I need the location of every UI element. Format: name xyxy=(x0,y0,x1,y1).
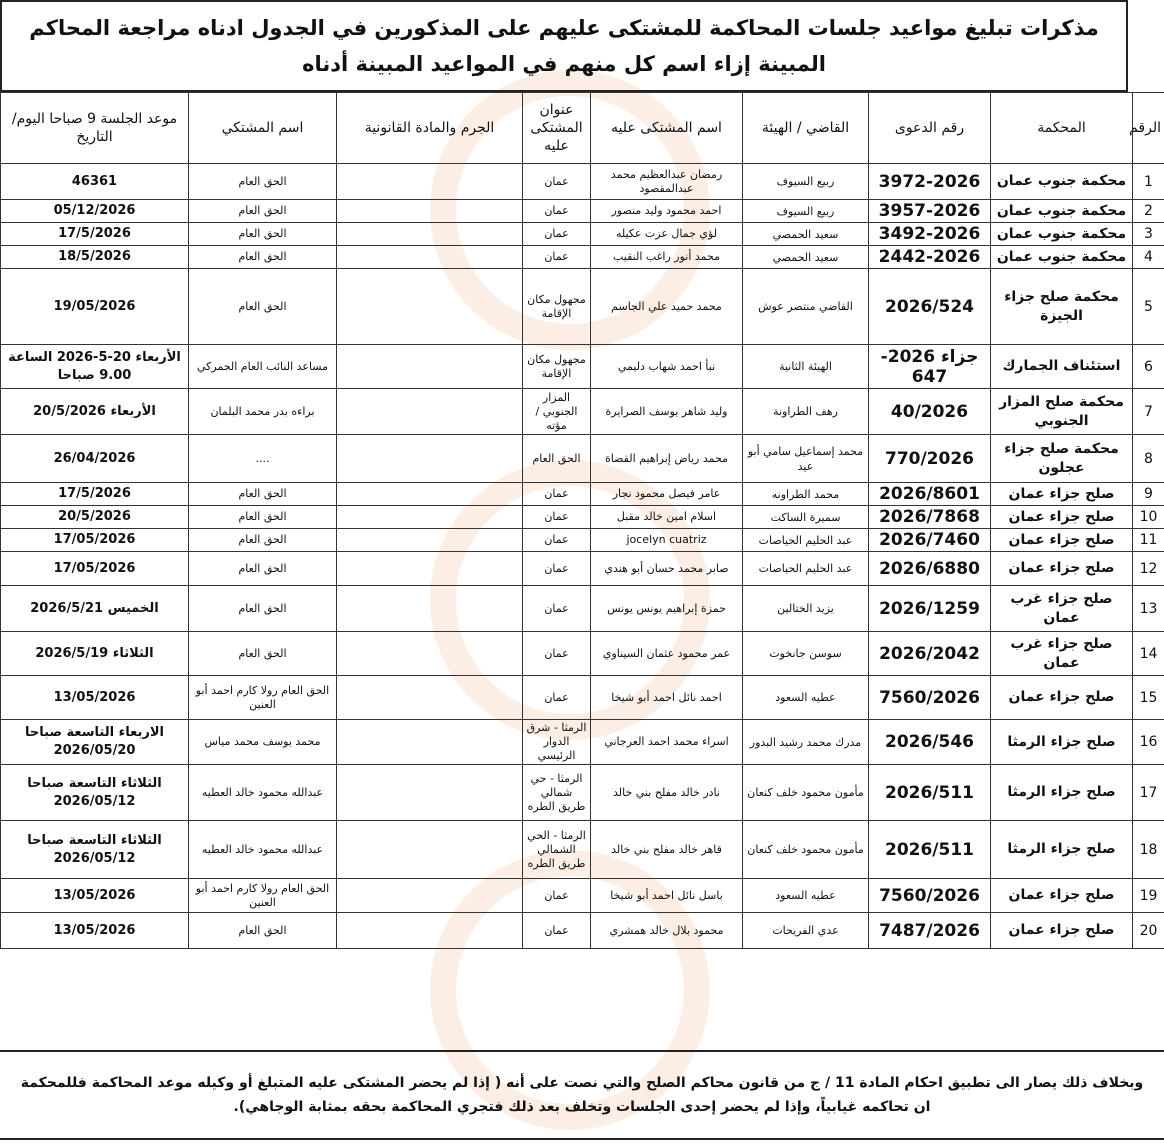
table-row xyxy=(1,676,1164,720)
defendant-name: حمزة إبراهيم يونس يونس xyxy=(591,586,743,632)
session-date: الثلاثاء 2026/5/19 xyxy=(1,632,189,676)
complainant-name: براءه بدر محمد البلمان xyxy=(189,389,337,435)
defendant-name: عمر محمود عثمان السيناوي xyxy=(591,632,743,676)
complainant-name: الحق العام xyxy=(189,586,337,632)
case-number: 2442-2026 xyxy=(869,246,991,269)
legal-footer-text: وبخلاف ذلك يصار الى تطبيق احكام المادة 11 / ج من قانون محاكم الصلح والتي نصت على أنه ( إذا لم يحضر المشتكى عليه المتبلغ أو وكيله موعد المحاكمة فللمحكمة ان تحاكمه غيابياً، وإذا لم يحضر إحدى الجلسات وتخلف بعد ذلك فتجري المحاكمة بحقه بمثابة الوجاهي). xyxy=(20,1075,1144,1115)
defendant-address: عمان xyxy=(523,632,591,676)
complainant-name: الحق العام رولا كارم احمد أبو العنين xyxy=(189,879,337,913)
case-number: 770/2026 xyxy=(869,435,991,483)
row-number: 12 xyxy=(1133,552,1164,586)
table-row xyxy=(1,269,1164,345)
court-name: محكمة صلح جزاء الجيزة xyxy=(991,269,1133,345)
defendant-name: عامر فيصل محمود نجار xyxy=(591,483,743,506)
session-date: الثلاثاء التاسعة صباحا 2026/05/12 xyxy=(1,765,189,821)
case-number: 2026/511 xyxy=(869,765,991,821)
row-number: 7 xyxy=(1133,389,1164,435)
defendant-name: محمد حميد علي الجاسم xyxy=(591,269,743,345)
header-number: الرقم xyxy=(1133,93,1164,164)
court-name: صلح جزاء غرب عمان xyxy=(991,632,1133,676)
session-date: 17/5/2026 xyxy=(1,483,189,506)
case-number: 2026/8601 xyxy=(869,483,991,506)
case-number: 2026/1259 xyxy=(869,586,991,632)
crime-cell xyxy=(337,483,523,506)
crime-cell xyxy=(337,529,523,552)
defendant-address: عمان xyxy=(523,223,591,246)
session-date: 17/5/2026 xyxy=(1,223,189,246)
legal-footer-box xyxy=(0,1050,1164,1140)
header-defendant: اسم المشتكى عليه xyxy=(591,93,743,164)
defendant-name: اسلام امين خالد مقبل xyxy=(591,506,743,529)
table-row xyxy=(1,720,1164,765)
judge-name: عبد الحليم الحياصات xyxy=(743,552,869,586)
crime-cell xyxy=(337,506,523,529)
complainant-name: الحق العام xyxy=(189,223,337,246)
session-date: 17/05/2026 xyxy=(1,529,189,552)
session-date: 19/05/2026 xyxy=(1,269,189,345)
session-date: 13/05/2026 xyxy=(1,676,189,720)
defendant-name: احمد نائل احمد أبو شيخا xyxy=(591,676,743,720)
notice-title: مذكرات تبليغ مواعيد جلسات المحاكمة للمشتكى عليهم على المذكورين في الجدول ادناه مراجعة المحاكم المبينة إزاء اسم كل منهم في المواعيد المبينة أدناه xyxy=(29,16,1099,76)
judge-name: رهف الطراونة xyxy=(743,389,869,435)
hearing-schedule-table xyxy=(0,92,1164,949)
table-row xyxy=(1,164,1164,200)
case-number: 2026/6880 xyxy=(869,552,991,586)
row-number: 16 xyxy=(1133,720,1164,765)
row-number: 13 xyxy=(1133,586,1164,632)
crime-cell xyxy=(337,345,523,389)
judge-name: القاضي منتصر عوش xyxy=(743,269,869,345)
case-number: 3957-2026 xyxy=(869,200,991,223)
row-number: 15 xyxy=(1133,676,1164,720)
table-row xyxy=(1,200,1164,223)
defendant-name: نادر خالد مفلح بني خالد xyxy=(591,765,743,821)
court-name: صلح جزاء عمان xyxy=(991,506,1133,529)
header-complainant: اسم المشتكي xyxy=(189,93,337,164)
session-date: 13/05/2026 xyxy=(1,879,189,913)
crime-cell xyxy=(337,879,523,913)
complainant-name: الحق العام xyxy=(189,913,337,949)
crime-cell xyxy=(337,435,523,483)
defendant-address: عمان xyxy=(523,676,591,720)
judge-name: عدي الفريحات xyxy=(743,913,869,949)
row-number: 6 xyxy=(1133,345,1164,389)
defendant-name: باسل نائل احمد أبو شيخا xyxy=(591,879,743,913)
defendant-address: مجهول مكان الإقامة xyxy=(523,269,591,345)
court-name: محكمة صلح جزاء عجلون xyxy=(991,435,1133,483)
header-judge: القاضي / الهيئة xyxy=(743,93,869,164)
defendant-address: عمان xyxy=(523,913,591,949)
defendant-name: لؤي جمال عزت عكيله xyxy=(591,223,743,246)
table-row xyxy=(1,246,1164,269)
table-row xyxy=(1,506,1164,529)
judge-name: عبد الحليم الحياصات xyxy=(743,529,869,552)
defendant-name: محمد أنور راغب النقيب xyxy=(591,246,743,269)
table-row xyxy=(1,821,1164,879)
crime-cell xyxy=(337,913,523,949)
table-row xyxy=(1,586,1164,632)
table-row xyxy=(1,345,1164,389)
judge-name: مأمون محمود خلف كنعان xyxy=(743,765,869,821)
judge-name: عطيه السعود xyxy=(743,879,869,913)
table-row xyxy=(1,435,1164,483)
complainant-name: الحق العام xyxy=(189,632,337,676)
complainant-name: الحق العام xyxy=(189,164,337,200)
defendant-address: عمان xyxy=(523,506,591,529)
court-name: صلح جزاء الرمثا xyxy=(991,720,1133,765)
row-number: 9 xyxy=(1133,483,1164,506)
defendant-name: قاهر خالد مفلح بني خالد xyxy=(591,821,743,879)
court-name: صلح جزاء عمان xyxy=(991,676,1133,720)
session-date: الخميس 2026/5/21 xyxy=(1,586,189,632)
complainant-name: مساعد النائب العام الجمركي xyxy=(189,345,337,389)
complainant-name: الحق العام رولا كارم احمد أبو العنين xyxy=(189,676,337,720)
court-name: صلح جزاء غرب عمان xyxy=(991,586,1133,632)
court-name: محكمة جنوب عمان xyxy=(991,223,1133,246)
header-court: المحكمة xyxy=(991,93,1133,164)
judge-name: محمد الطراونه xyxy=(743,483,869,506)
defendant-address: الرمثا - الحي الشمالي طريق الطره xyxy=(523,821,591,879)
row-number: 3 xyxy=(1133,223,1164,246)
complainant-name: الحق العام xyxy=(189,529,337,552)
crime-cell xyxy=(337,223,523,246)
header-case-number: رقم الدعوى xyxy=(869,93,991,164)
session-date: 13/05/2026 xyxy=(1,913,189,949)
crime-cell xyxy=(337,246,523,269)
defendant-address: الرمثا - شرق الدوار الرئيسي xyxy=(523,720,591,765)
court-name: محكمة جنوب عمان xyxy=(991,200,1133,223)
judge-name: يزيد الختالين xyxy=(743,586,869,632)
complainant-name: محمد يوسف محمد مياس xyxy=(189,720,337,765)
crime-cell xyxy=(337,632,523,676)
notice-title-box xyxy=(0,0,1128,92)
table-row xyxy=(1,552,1164,586)
row-number: 5 xyxy=(1133,269,1164,345)
court-name: محكمة جنوب عمان xyxy=(991,164,1133,200)
complainant-name: .... xyxy=(189,435,337,483)
header-crime: الجرم والمادة القانونية xyxy=(337,93,523,164)
judge-name: سوسن جانخوت xyxy=(743,632,869,676)
court-name: استئناف الجمارك xyxy=(991,345,1133,389)
complainant-name: الحق العام xyxy=(189,246,337,269)
judge-name: عطيه السعود xyxy=(743,676,869,720)
judge-name: محمد إسماعيل سامي أبو عيد xyxy=(743,435,869,483)
defendant-name: محمود بلال خالد همشري xyxy=(591,913,743,949)
row-number: 10 xyxy=(1133,506,1164,529)
judge-name: ربيع السيوف xyxy=(743,200,869,223)
judge-name: سعيد الحمصي xyxy=(743,246,869,269)
case-number: 40/2026 xyxy=(869,389,991,435)
session-date: الثلاثاء التاسعة صباحا 2026/05/12 xyxy=(1,821,189,879)
case-number: 2026/546 xyxy=(869,720,991,765)
complainant-name: عبدالله محمود خالد العطيه xyxy=(189,765,337,821)
defendant-address: الرمثا - حي شمالي طريق الطره xyxy=(523,765,591,821)
row-number: 4 xyxy=(1133,246,1164,269)
complainant-name: الحق العام xyxy=(189,552,337,586)
defendant-address: الحق العام xyxy=(523,435,591,483)
row-number: 20 xyxy=(1133,913,1164,949)
case-number: 2026/524 xyxy=(869,269,991,345)
session-date: 05/12/2026 xyxy=(1,200,189,223)
row-number: 17 xyxy=(1133,765,1164,821)
crime-cell xyxy=(337,821,523,879)
row-number: 19 xyxy=(1133,879,1164,913)
case-number: 7487/2026 xyxy=(869,913,991,949)
crime-cell xyxy=(337,586,523,632)
table-header-row xyxy=(1,93,1164,164)
row-number: 11 xyxy=(1133,529,1164,552)
complainant-name: عبدالله محمود خالد العطيه xyxy=(189,821,337,879)
crime-cell xyxy=(337,164,523,200)
session-date: الأربعاء 20-5-2026 الساعة 9.00 صباحا xyxy=(1,345,189,389)
table-row xyxy=(1,389,1164,435)
complainant-name: الحق العام xyxy=(189,200,337,223)
table-row xyxy=(1,913,1164,949)
header-address: عنوان المشتكى عليه xyxy=(523,93,591,164)
crime-cell xyxy=(337,765,523,821)
row-number: 18 xyxy=(1133,821,1164,879)
case-number: 3492-2026 xyxy=(869,223,991,246)
court-name: صلح جزاء الرمثا xyxy=(991,765,1133,821)
defendant-name: احمد محمود وليد منصور xyxy=(591,200,743,223)
case-number: 7560/2026 xyxy=(869,879,991,913)
defendant-address: عمان xyxy=(523,483,591,506)
defendant-address: مجهول مكان الإقامة xyxy=(523,345,591,389)
crime-cell xyxy=(337,389,523,435)
court-name: محكمة صلح المزار الجنوبي xyxy=(991,389,1133,435)
session-date: 26/04/2026 xyxy=(1,435,189,483)
court-name: محكمة جنوب عمان xyxy=(991,246,1133,269)
session-date: 17/05/2026 xyxy=(1,552,189,586)
row-number: 2 xyxy=(1133,200,1164,223)
court-name: صلح جزاء عمان xyxy=(991,483,1133,506)
defendant-address: عمان xyxy=(523,200,591,223)
row-number: 1 xyxy=(1133,164,1164,200)
defendant-address: عمان xyxy=(523,586,591,632)
crime-cell xyxy=(337,720,523,765)
defendant-name: وليد شاهر يوسف الصرايرة xyxy=(591,389,743,435)
crime-cell xyxy=(337,200,523,223)
court-name: صلح جزاء عمان xyxy=(991,552,1133,586)
judge-name: مأمون محمود خلف كنعان xyxy=(743,821,869,879)
session-date: 20/5/2026 xyxy=(1,506,189,529)
table-row xyxy=(1,529,1164,552)
table-row xyxy=(1,879,1164,913)
session-date: 46361 xyxy=(1,164,189,200)
defendant-address: عمان xyxy=(523,164,591,200)
defendant-name: اسراء محمد احمد العرجاني xyxy=(591,720,743,765)
crime-cell xyxy=(337,269,523,345)
case-number: 2026/7868 xyxy=(869,506,991,529)
court-name: صلح جزاء عمان xyxy=(991,529,1133,552)
table-row xyxy=(1,223,1164,246)
case-number: 7560/2026 xyxy=(869,676,991,720)
judge-name: الهيئة الثانية xyxy=(743,345,869,389)
defendant-address: عمان xyxy=(523,529,591,552)
defendant-address: عمان xyxy=(523,246,591,269)
defendant-address: عمان xyxy=(523,879,591,913)
header-session-date: موعد الجلسة 9 صباحا اليوم/التاريخ xyxy=(1,93,189,164)
case-number: 2026/511 xyxy=(869,821,991,879)
case-number: 2026/2042 xyxy=(869,632,991,676)
judge-name: سعيد الحمصي xyxy=(743,223,869,246)
case-number: 2026/7460 xyxy=(869,529,991,552)
table-row xyxy=(1,483,1164,506)
session-date: الأربعاء 20/5/2026 xyxy=(1,389,189,435)
session-date: 18/5/2026 xyxy=(1,246,189,269)
judge-name: ربيع السيوف xyxy=(743,164,869,200)
judge-name: سميرة الساكت xyxy=(743,506,869,529)
complainant-name: الحق العام xyxy=(189,506,337,529)
defendant-name: صابر محمد حسان أبو هندي xyxy=(591,552,743,586)
court-name: صلح جزاء الرمثا xyxy=(991,821,1133,879)
defendant-address: عمان xyxy=(523,552,591,586)
complainant-name: الحق العام xyxy=(189,483,337,506)
case-number: 3972-2026 xyxy=(869,164,991,200)
court-name: صلح جزاء عمان xyxy=(991,879,1133,913)
table-row xyxy=(1,765,1164,821)
defendant-name: رمضان عبدالعظيم محمد عبدالمقصود xyxy=(591,164,743,200)
complainant-name: الحق العام xyxy=(189,269,337,345)
session-date: الاربعاء التاسعة صباحا 2026/05/20 xyxy=(1,720,189,765)
court-name: صلح جزاء عمان xyxy=(991,913,1133,949)
row-number: 8 xyxy=(1133,435,1164,483)
crime-cell xyxy=(337,552,523,586)
defendant-name: محمد رياض إبراهيم القضاة xyxy=(591,435,743,483)
crime-cell xyxy=(337,676,523,720)
case-number: جزاء 2026-647 xyxy=(869,345,991,389)
table-row xyxy=(1,632,1164,676)
judge-name: مدرك محمد رشيد البدور xyxy=(743,720,869,765)
defendant-name: jocelyn cuatriz xyxy=(591,529,743,552)
row-number: 14 xyxy=(1133,632,1164,676)
defendant-name: نبأ احمد شهاب دليمي xyxy=(591,345,743,389)
defendant-address: المزار الجنوبي / مؤته xyxy=(523,389,591,435)
table-body xyxy=(1,164,1164,949)
